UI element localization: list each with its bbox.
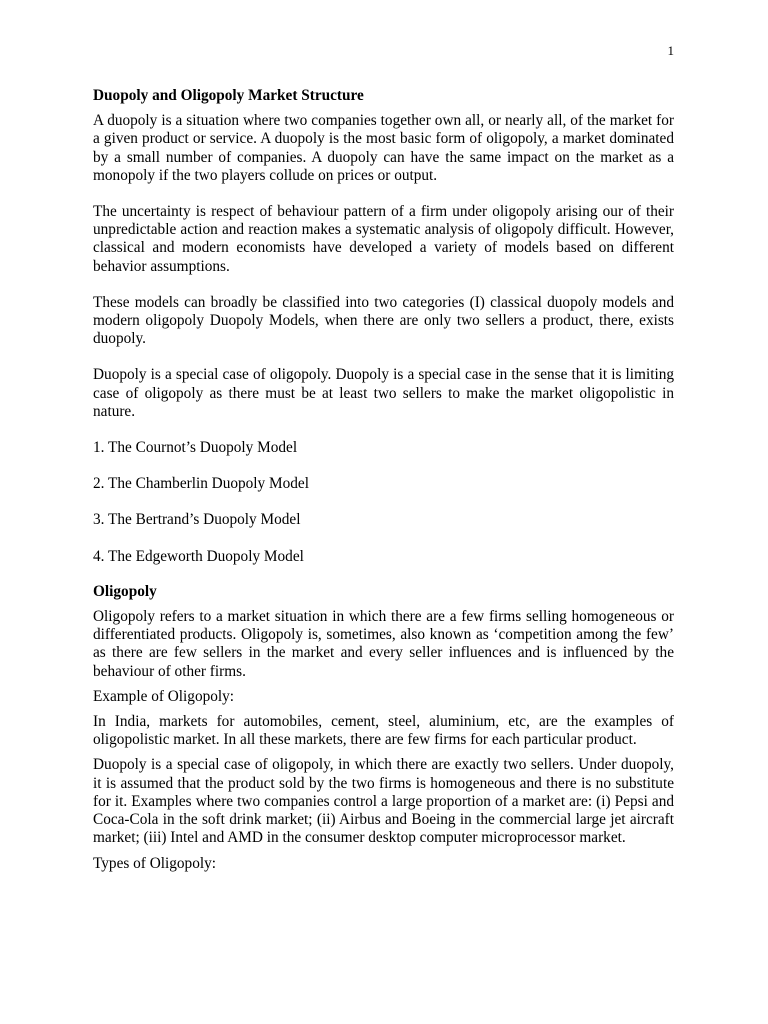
list-item-edgeworth: 4. The Edgeworth Duopoly Model (93, 547, 304, 565)
document-body (93, 87, 674, 880)
paragraph-example: In India, markets for automobiles, cement, steel, aluminium, etc, are the examples of oligopolistic market. In all these markets, there are few firms for each particular product. (93, 713, 674, 749)
duopoly-models-list (93, 439, 674, 566)
section-heading-duopoly: Duopoly and Oligopoly Market Structure (93, 87, 364, 104)
paragraph-duopoly-definition: A duopoly is a situation where two companies together own all, or nearly all, of the market for a given product or service. A duopoly is the most basic form of oligopoly, a market dominated by a small number of companies. A duopoly can have the same impact on the market as a monopoly if the two players collude on prices or output. (93, 112, 674, 184)
list-item-bertrand: 3. The Bertrand’s Duopoly Model (93, 511, 301, 529)
paragraph-oligopoly-definition: Oligopoly refers to a market situation in which there are a few firms selling homogeneous or differentiated products. Oligopoly is, sometimes, also known as ‘competition among the few’ as there are few sellers in the market and every seller influences and is influenced by the behaviour of other firms. (93, 608, 674, 680)
list-item-chamberlin: 2. The Chamberlin Duopoly Model (93, 475, 309, 493)
page-number: 1 (667, 43, 674, 58)
section-heading-oligopoly: Oligopoly (93, 582, 157, 600)
example-label: Example of Oligopoly: (93, 687, 235, 705)
paragraph-special-case: Duopoly is a special case of oligopoly. Duopoly is a special case in the sense that it is limiting case of oligopoly as there must be at least two sellers to make the market oligopolistic in nature. (93, 366, 674, 420)
types-label: Types of Oligopoly: (93, 854, 216, 872)
paragraph-model-categories: These models can broadly be classified into two categories (I) classical duopoly models and modern oligopoly Duopoly Models, when there are only two sellers a product, there, exists duopoly. (93, 293, 674, 348)
paragraph-duopoly-examples: Duopoly is a special case of oligopoly, in which there are exactly two sellers. Under duopoly, it is assumed that the product sold by the two firms is homogeneous and there is no substitute for it. Examples where two companies control a large proportion of a market are: (i) Pepsi and Coca-Cola in the soft drink market; (ii) Airbus and Boeing in the commercial large jet aircraft market; (iii) Intel and AMD in the consumer desktop computer microprocessor market. (93, 756, 674, 847)
list-item-cournot: 1. The Cournot’s Duopoly Model (93, 439, 298, 457)
paragraph-uncertainty: The uncertainty is respect of behaviour pattern of a firm under oligopoly arising our of their unpredictable action and reaction makes a systematic analysis of oligopoly difficult. However, classical and modern economists have developed a variety of models based on different behavior assumptions. (93, 203, 674, 275)
